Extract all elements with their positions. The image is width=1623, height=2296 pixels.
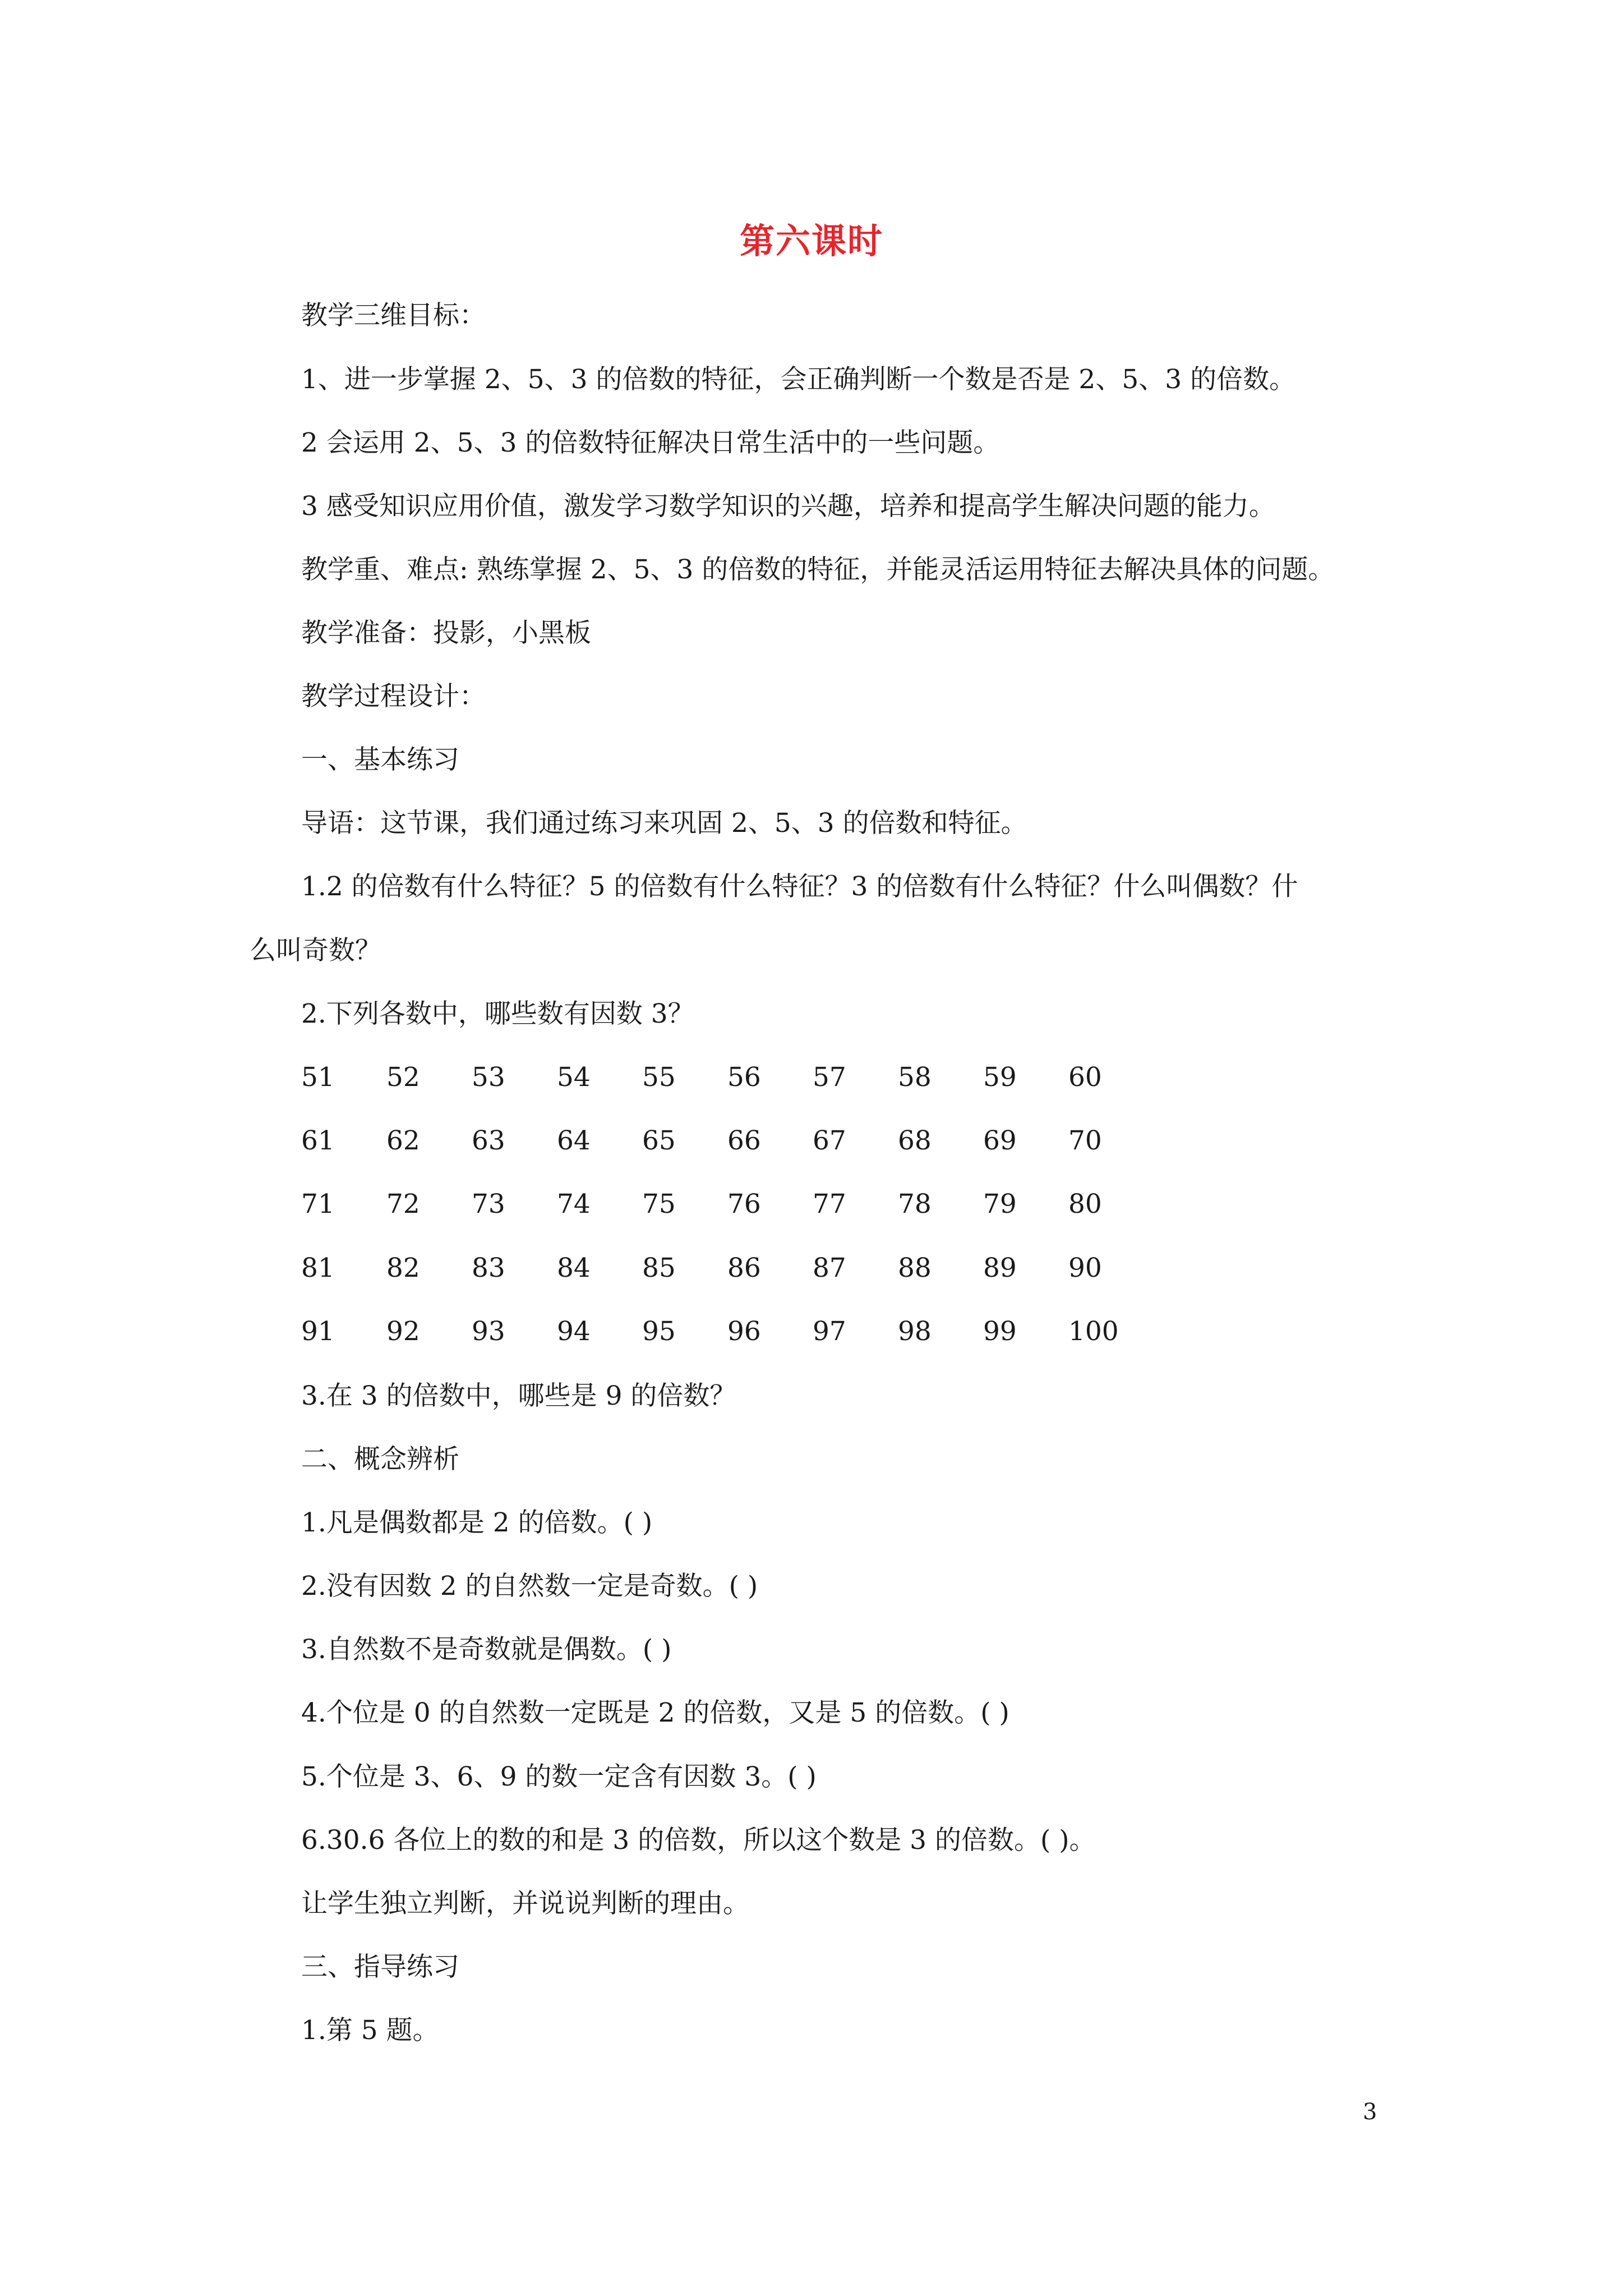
process-heading: 教学过程设计： [301,681,486,712]
page-number: 3 [1363,2099,1377,2125]
page-title: 第六课时 [739,220,883,261]
concept-item-6: 6.30.6 各位上的数的和是 3 的倍数，所以这个数是 3 的倍数。( )。 [301,1825,1096,1856]
concept-item-1: 1.凡是偶数都是 2 的倍数。( ) [301,1507,653,1538]
question-3: 3.在 3 的倍数中，哪些是 9 的倍数？ [301,1381,736,1411]
number-cell: 63 [472,1125,505,1156]
number-cell: 78 [898,1189,932,1220]
concept-note: 让学生独立判断，并说说判断的理由。 [301,1888,749,1919]
number-cell: 94 [557,1316,591,1347]
number-cell: 83 [472,1253,505,1283]
number-cell: 67 [813,1125,846,1156]
number-cell: 93 [472,1316,505,1347]
number-cell: 98 [898,1316,932,1347]
number-cell: 57 [813,1062,846,1093]
number-cell: 80 [1068,1189,1102,1220]
number-cell: 84 [557,1253,591,1283]
number-cell: 95 [642,1316,676,1347]
number-row [301,1061,1198,1094]
question-2: 2.下列各数中，哪些数有因数 3？ [301,999,694,1029]
number-row [301,1188,1198,1221]
number-cell: 65 [642,1125,676,1156]
number-cell: 96 [727,1316,761,1347]
objective-3: 3 感受知识应用价值，激发学习数学知识的兴趣，培养和提高学生解决问题的能力。 [301,491,1275,522]
number-cell: 76 [727,1189,761,1220]
number-cell: 90 [1068,1253,1102,1283]
number-cell: 58 [898,1062,932,1093]
number-cell: 92 [386,1316,420,1347]
section2-heading: 二、概念辨析 [301,1444,459,1475]
number-cell: 70 [1068,1125,1102,1156]
number-cell: 68 [898,1125,932,1156]
number-cell: 77 [813,1189,846,1220]
number-cell: 74 [557,1189,591,1220]
number-cell: 64 [557,1125,591,1156]
number-cell: 99 [983,1316,1017,1347]
number-cell: 61 [301,1125,335,1156]
section1-heading: 一、基本练习 [301,744,459,775]
number-cell: 56 [727,1062,761,1093]
concept-item-4: 4.个位是 0 的自然数一定既是 2 的倍数，又是 5 的倍数。( ) [301,1697,1009,1728]
number-row [301,1315,1198,1349]
number-cell: 60 [1068,1062,1102,1093]
number-cell: 72 [386,1189,420,1220]
question-1-line2: 么叫奇数？ [250,935,381,966]
number-cell: 73 [472,1189,505,1220]
number-cell: 52 [386,1062,420,1093]
number-cell: 55 [642,1062,676,1093]
number-cell: 87 [813,1253,846,1283]
number-cell: 62 [386,1125,420,1156]
number-cell: 97 [813,1316,846,1347]
number-cell: 66 [727,1125,761,1156]
section3-heading: 三、指导练习 [301,1952,459,1982]
number-cell: 54 [557,1062,591,1093]
question-1-line1: 1.2 的倍数有什么特征？5 的倍数有什么特征？3 的倍数有什么特征？什么叫偶数？什 [301,871,1298,902]
number-cell: 89 [983,1253,1017,1283]
number-cell: 79 [983,1189,1017,1220]
number-cell: 69 [983,1125,1017,1156]
number-row [301,1124,1198,1158]
number-cell: 71 [301,1189,335,1220]
number-row [301,1251,1198,1285]
number-cell: 100 [1068,1316,1119,1347]
number-cell: 88 [898,1253,932,1283]
concept-item-2: 2.没有因数 2 的自然数一定是奇数。( ) [301,1571,758,1602]
key-points: 教学重、难点: 熟练掌握 2、5、3 的倍数的特征，并能灵活运用特征去解决具体的问题。 [301,554,1335,585]
number-cell: 86 [727,1253,761,1283]
number-cell: 85 [642,1253,676,1283]
number-cell: 59 [983,1062,1017,1093]
section1-intro: 导语：这节课，我们通过练习来巩固 2、5、3 的倍数和特征。 [301,808,1027,839]
guided-item-1: 1.第 5 题。 [301,2015,439,2046]
number-cell: 51 [301,1062,335,1093]
concept-item-5: 5.个位是 3、6、9 的数一定含有因数 3。( ) [301,1761,817,1792]
objective-1: 1、进一步掌握 2、5、3 的倍数的特征，会正确判断一个数是否是 2、5、3 的倍数。 [301,364,1296,395]
number-cell: 53 [472,1062,505,1093]
number-cell: 75 [642,1189,676,1220]
concept-item-3: 3.自然数不是奇数就是偶数。( ) [301,1634,672,1665]
objective-2: 2 会运用 2、5、3 的倍数特征解决日常生活中的一些问题。 [301,427,1000,458]
number-cell: 91 [301,1316,335,1347]
number-cell: 82 [386,1253,420,1283]
objectives-heading: 教学三维目标： [301,300,486,331]
preparation: 教学准备：投影，小黑板 [301,618,591,648]
number-cell: 81 [301,1253,335,1283]
